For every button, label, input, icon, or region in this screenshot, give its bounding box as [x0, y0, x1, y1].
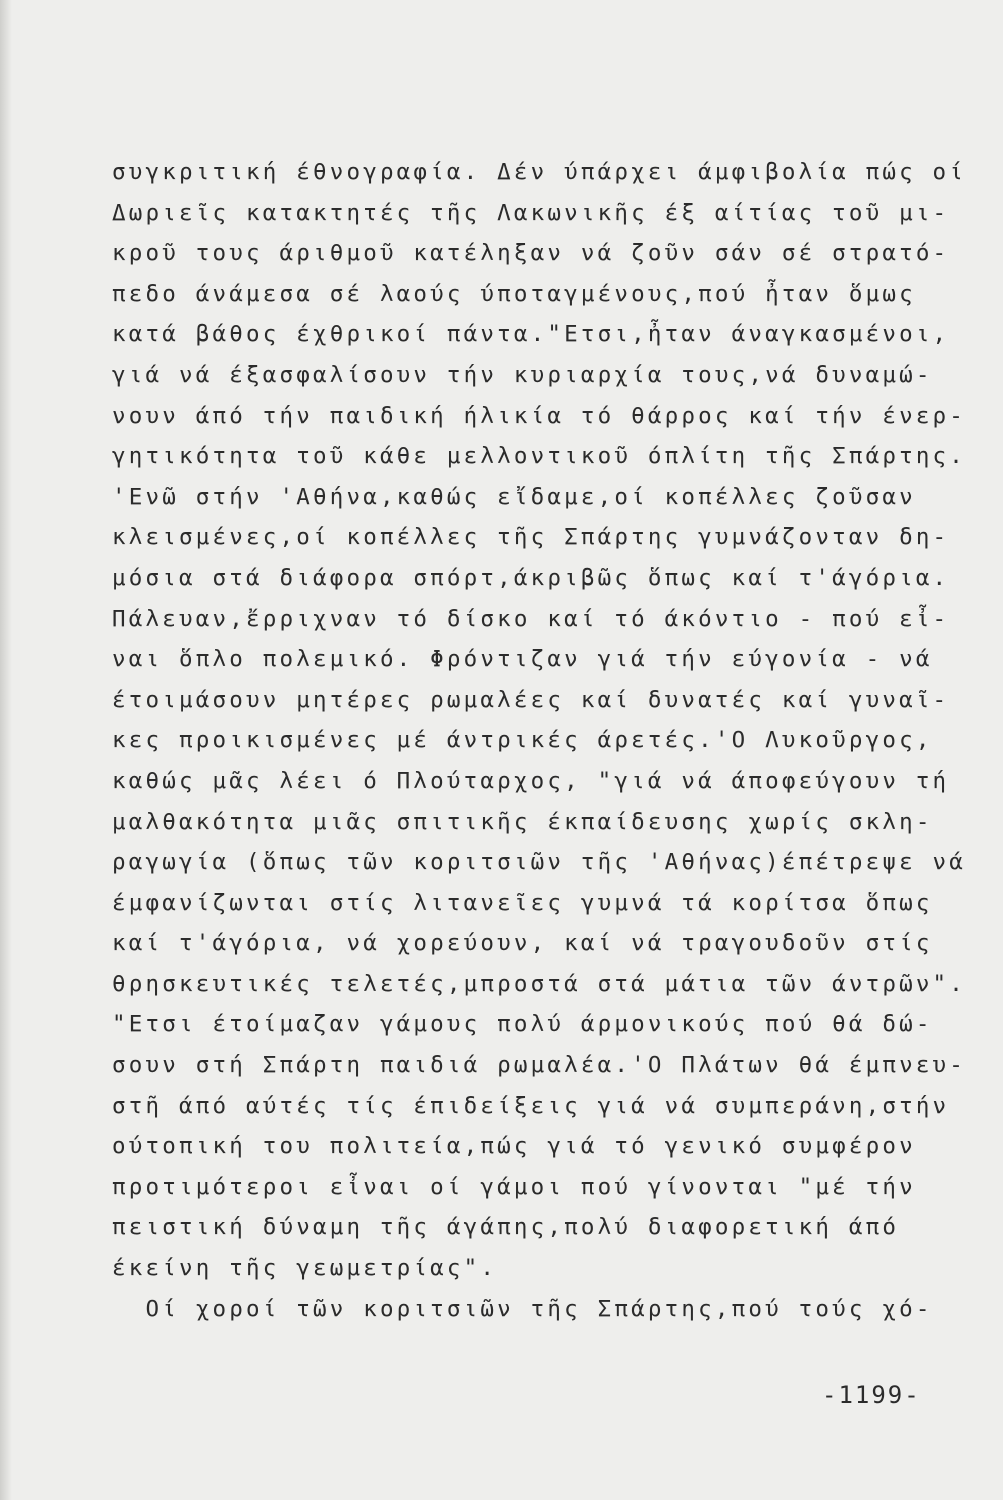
- text-line: κροῦ τους άριθμοῦ κατέληξαν νά ζοῦν σάν σέ στρατό-: [112, 240, 950, 267]
- text-line: προτιμότεροι εἶναι οί γάμοι πού γίνονται "μέ τήν: [112, 1173, 916, 1200]
- text-line: έμφανίζωνται στίς λιτανεῖες γυμνά τά κορίτσα ὅπως: [112, 889, 933, 916]
- text-line: κατά βάθος έχθρικοί πάντα."Ετσι,ἦταν άναγκασμένοι,: [112, 321, 950, 348]
- text-line: γητικότητα τοῦ κάθε μελλοντικοῦ όπλίτη τῆς Σπάρτης.: [112, 443, 967, 470]
- text-line: "Ετσι έτοίμαζαν γάμους πολύ άρμονικούς πού θά δώ-: [112, 1011, 933, 1038]
- text-line: καί τ'άγόρια, νά χορεύουν, καί νά τραγουδοῦν στίς: [112, 930, 933, 957]
- text-line: κες προικισμένες μέ άντρικές άρετές.'Ο Λυκοῦργος,: [112, 727, 933, 754]
- text-line: πειστική δύναμη τῆς άγάπης,πολύ διαφορετική άπό: [112, 1214, 900, 1241]
- text-line: συγκριτική έθνογραφία. Δέν ύπάρχει άμφιβολία πώς οί: [112, 159, 967, 185]
- text-line: ραγωγία (ὅπως τῶν κοριτσιῶν τῆς 'Αθήνας)έπέτρεψε νά: [112, 849, 967, 876]
- text-line: μόσια στά διάφορα σπόρτ,άκριβῶς ὅπως καί τ'άγόρια.: [112, 564, 950, 591]
- text-line: Οί χοροί τῶν κοριτσιῶν τῆς Σπάρτης,πού τούς χό-: [112, 1295, 933, 1322]
- text-line: ούτοπική του πολιτεία,πώς γιά τό γενικό συμφέρον: [112, 1133, 916, 1160]
- text-line: έκείνη τῆς γεωμετρίας".: [112, 1255, 498, 1282]
- text-line: στῆ άπό αύτές τίς έπιδείξεις γιά νά συμπεράνη,στήν: [112, 1092, 950, 1119]
- body-text: [112, 152, 972, 1329]
- text-line: Πάλευαν,ἔρριχναν τό δίσκο καί τό άκόντιο - πού εἶ-: [112, 605, 950, 632]
- text-line: κλεισμένες,οί κοπέλλες τῆς Σπάρτης γυμνάζονταν δη-: [112, 524, 950, 551]
- text-line: νουν άπό τήν παιδική ήλικία τό θάρρος καί τήν ένερ-: [112, 402, 967, 429]
- text-line: γιά νά έξασφαλίσουν τήν κυριαρχία τους,νά δυναμώ-: [112, 361, 933, 388]
- text-line: Δωριεῖς κατακτητές τῆς Λακωνικῆς έξ αίτίας τοῦ μι-: [112, 199, 950, 226]
- text-line: θρησκευτικές τελετές,μπροστά στά μάτια τῶν άντρῶν".: [112, 970, 967, 997]
- text-line: ναι ὅπλο πολεμικό. Φρόντιζαν γιά τήν εύγονία - νά: [112, 646, 933, 673]
- text-line: 'Ενῶ στήν 'Αθήνα,καθώς εἴδαμε,οί κοπέλλες ζοῦσαν: [112, 483, 916, 510]
- text-line: μαλθακότητα μιᾶς σπιτικῆς έκπαίδευσης χωρίς σκλη-: [112, 808, 933, 835]
- page-left-edge-shadow: [0, 0, 12, 1500]
- text-line: σουν στή Σπάρτη παιδιά ρωμαλέα.'Ο Πλάτων θά έμπνευ-: [112, 1052, 967, 1079]
- text-line: καθώς μᾶς λέει ό Πλούταρχος, "γιά νά άποφεύγουν τή: [112, 767, 950, 794]
- text-line: πεδο άνάμεσα σέ λαούς ύποταγμένους,πού ἦταν ὅμως: [112, 280, 916, 307]
- text-line: έτοιμάσουν μητέρες ρωμαλέες καί δυνατές καί γυναῖ-: [112, 686, 950, 713]
- page-number: -1199-: [822, 1381, 921, 1409]
